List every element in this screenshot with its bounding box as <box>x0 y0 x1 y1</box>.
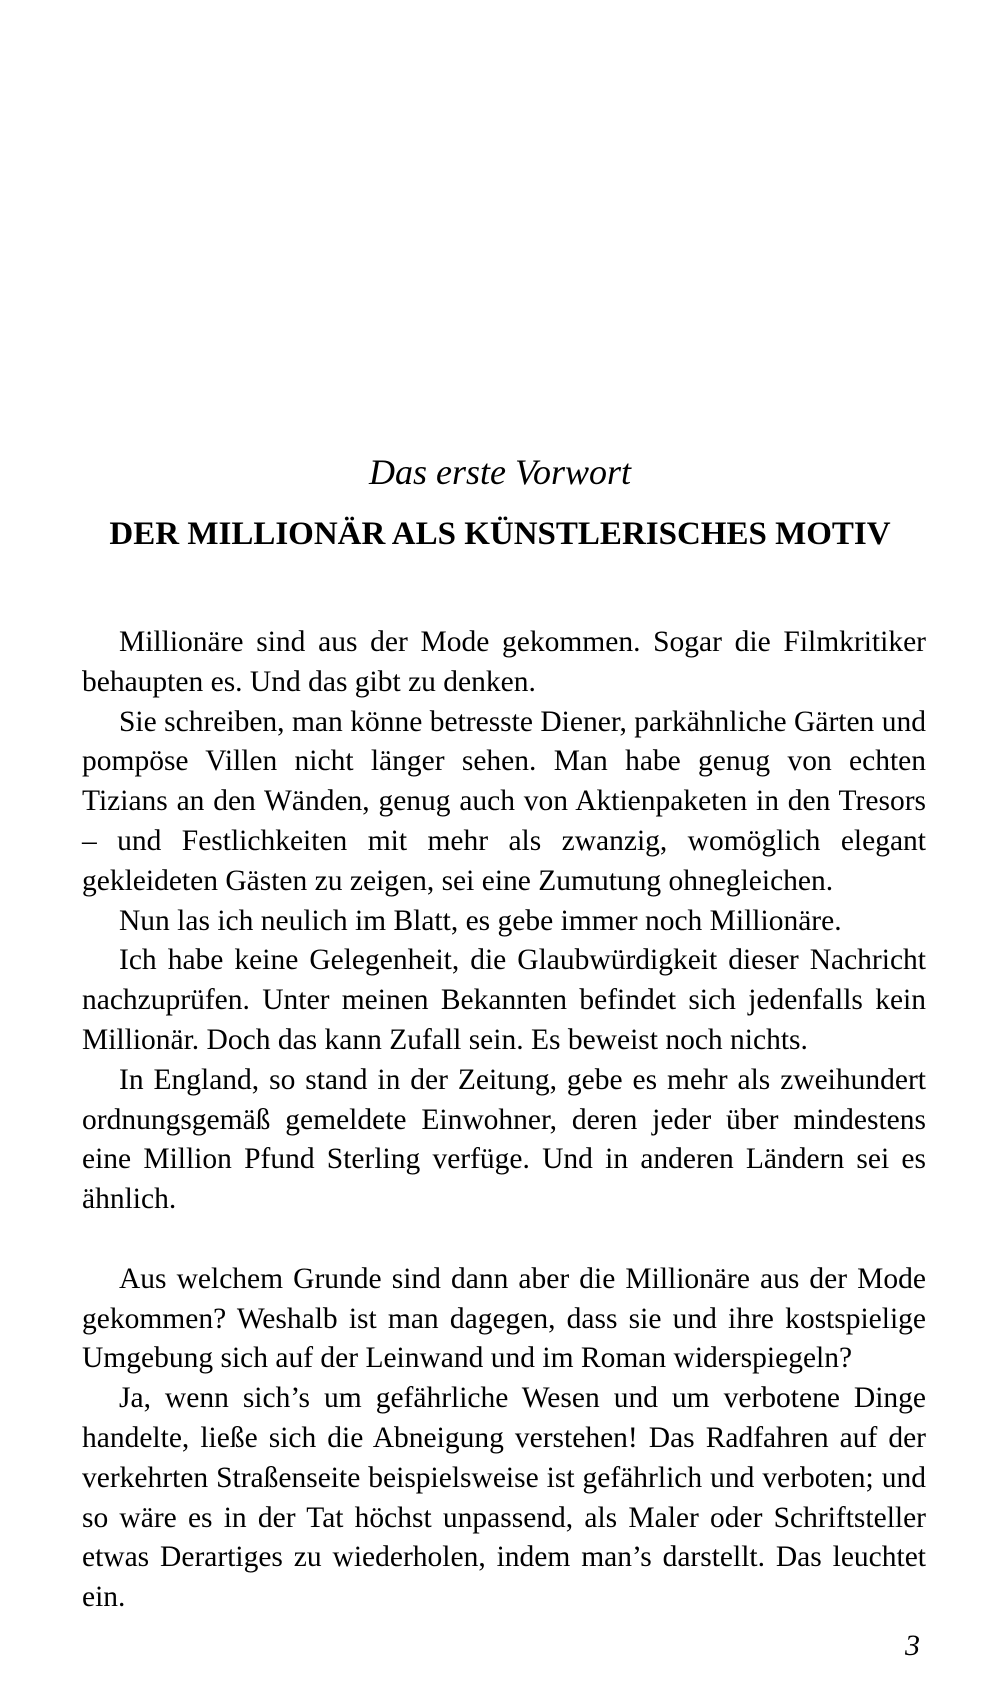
chapter-title: DER MILLIONÄR ALS KÜNSTLERISCHES MOTIV <box>109 516 891 552</box>
paragraph: Ich habe keine Gelegenheit, die Glaubwürdigkeit dieser Nachricht nachzuprüfen. Unter meinen Bekannten befindet sich jedenfalls kein Millionär. Doch das kann Zufall sein. Es beweist noch nichts. <box>82 944 926 1056</box>
body-text <box>82 623 926 1618</box>
paragraph: Aus welchem Grunde sind dann aber die Millionäre aus der Mode gekommen? Weshalb ist man dagegen, dass sie und ihre kostspielige Umgebung sich auf der Leinwand und im Roman widerspiegeln? <box>82 1262 926 1375</box>
paragraph: Millionäre sind aus der Mode gekommen. Sogar die Filmkritiker behaupten es. Und das gibt zu denken. <box>82 626 926 698</box>
chapter-pre-title: Das erste Vorwort <box>368 452 632 492</box>
page-number: 3 <box>905 1629 920 1662</box>
paragraph: Ja, wenn sich’s um gefährliche Wesen und um verbotene Dinge handelte, ließe sich die Abneigung verstehen! Das Radfahren auf der verkehrten Straßenseite beispielsweise ist gefährlich und verboten; und so wäre es in der Tat höchst unpassend, als Maler oder Schriftsteller etwas Derartiges zu wiederholen, indem man’s darstellt. Das leuchtet ein. <box>82 1382 926 1614</box>
paragraph: In England, so stand in der Zeitung, gebe es mehr als zweihundert ordnungsgemäß gemeldete Einwohner, deren jeder über mindestens eine Million Pfund Sterling verfüge. Und in anderen Ländern sei es ähnlich. <box>82 1063 926 1216</box>
paragraph: Sie schreiben, man könne betresste Diener, parkähnliche Gärten und pompöse Villen nicht länger sehen. Man habe genug von echten Tizians an den Wänden, genug auch von Aktienpaketen in den Tresors – und Festlichkeiten mit mehr als zwanzig, womöglich elegant gekleideten Gästen zu zeigen, sei eine Zumutung ohnegleichen. <box>82 705 926 897</box>
paragraph: Nun las ich neulich im Blatt, es gebe immer noch Millionäre. <box>119 904 842 937</box>
